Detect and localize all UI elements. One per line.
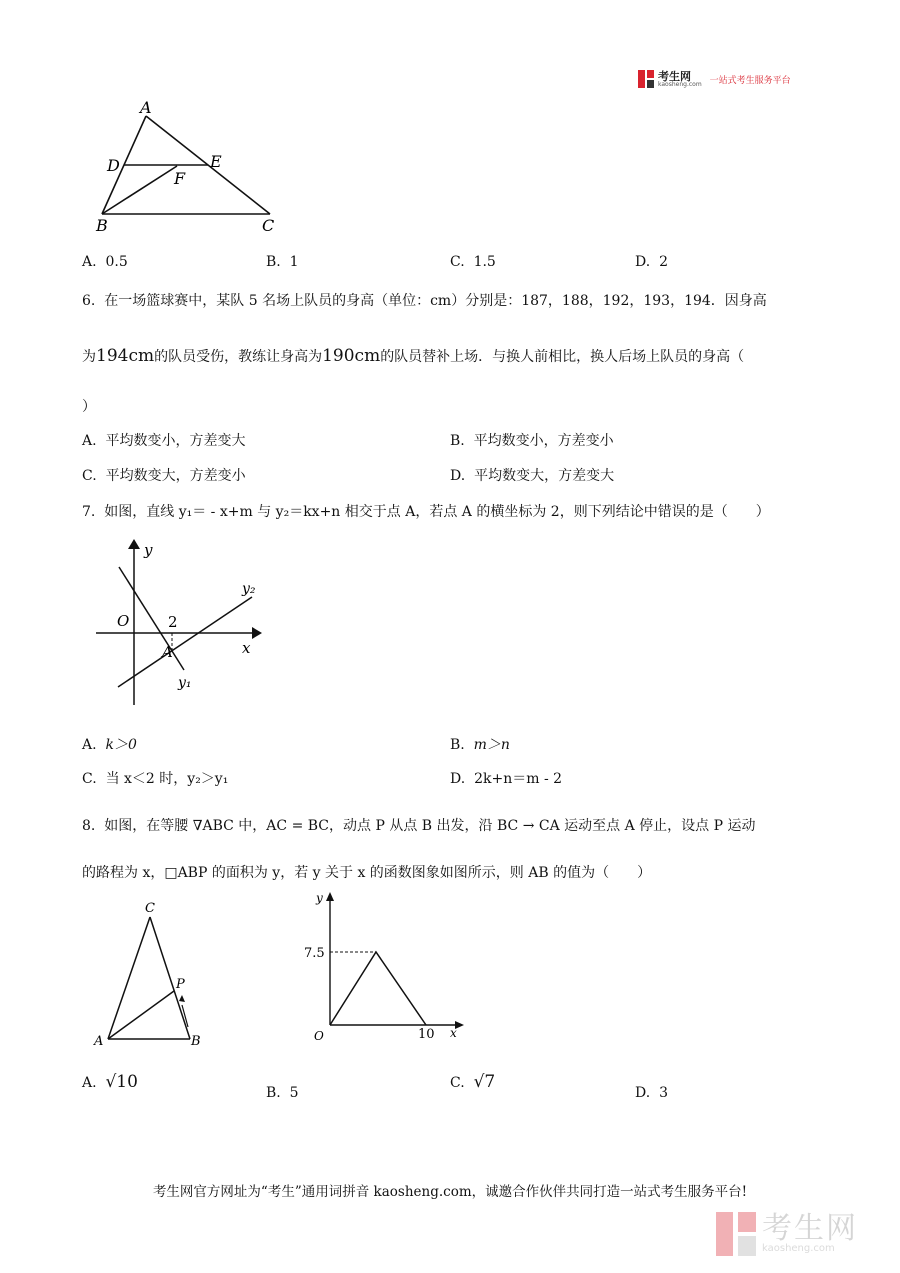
line-y2 [118, 597, 252, 687]
triangle-figure-q5 [90, 95, 280, 240]
label-b: B [191, 1034, 201, 1049]
graph-origin-label: O [314, 1029, 324, 1043]
watermark-logo-icon [716, 1212, 756, 1256]
axis-label-x: x [242, 639, 251, 657]
axis-label-y: y [144, 541, 153, 559]
graph-tick-10: 10 [418, 1027, 435, 1042]
q7-option-a[interactable]: A. k＞0 [82, 737, 137, 753]
graph-y-label: y [316, 891, 323, 905]
label-y1: y₁ [178, 675, 192, 691]
q5-option-a[interactable]: A. 0.5 [82, 254, 128, 270]
q8-function-graph [298, 885, 468, 1050]
watermark [716, 1212, 858, 1256]
origin-label: O [117, 612, 130, 630]
q6-option-c[interactable]: C. 平均数变大，方差变小 [82, 468, 246, 484]
q6-option-d[interactable]: D. 平均数变大，方差变大 [450, 468, 615, 484]
q8-stem-line1: 8. 如图，在等腰 ∇ABC 中，AC = BC，动点 P 从点 B 出发，沿 BC → CA 运动至点 A 停止，设点 P 运动 [82, 818, 756, 834]
tick-2: 2 [168, 613, 178, 631]
q6-option-a[interactable]: A. 平均数变小，方差变大 [82, 433, 246, 449]
logo-slogan: 一站式考生服务平台 [709, 75, 791, 86]
point-a-label: A [162, 643, 173, 661]
q8-number: 8. [82, 818, 96, 834]
x-axis-arrow-icon [252, 627, 262, 639]
y-axis-arrow-icon [128, 539, 140, 549]
label-a: A [94, 1034, 104, 1049]
q8-option-b[interactable]: B. 5 [266, 1085, 299, 1101]
q7-stem: 7. 如图，直线 y₁＝ - x+m 与 y₂＝kx+n 相交于点 A，若点 A 的横坐标为 2，则下列结论中错误的是（ ） [82, 504, 770, 520]
watermark-domain: kaosheng.com [762, 1243, 835, 1254]
logo-domain: kaosheng.com [658, 80, 702, 88]
label-e: E [210, 152, 222, 171]
logo-name: 考生网 [658, 69, 691, 83]
q7-number: 7. [82, 504, 96, 520]
q8-option-c[interactable]: C. √7 [450, 1072, 496, 1092]
q8-option-d[interactable]: D. 3 [635, 1085, 669, 1101]
label-c: C [262, 216, 275, 235]
q6-stem-line1: 6. 在一场篮球赛中，某队 5 名场上队员的身高（单位：cm）分别是：187，188，192，193，194．因身高 [82, 293, 767, 309]
q6-number: 6. [82, 293, 96, 309]
q6-option-b[interactable]: B. 平均数变小，方差变小 [450, 433, 614, 449]
label-f: F [174, 169, 186, 188]
q7-line-graph [92, 535, 272, 710]
footer-text: 考生网官方网址为“考生”通用词拼音 kaosheng.com，诚邀合作伙伴共同打造一站式考生服务平台! [152, 1184, 748, 1200]
graph-x-label: x [450, 1026, 457, 1040]
header-logo [638, 70, 791, 88]
q5-option-d[interactable]: D. 2 [635, 254, 669, 270]
graph-y-arrow-icon [326, 892, 334, 901]
q5-option-c[interactable]: C. 1.5 [450, 254, 496, 270]
label-b: B [96, 216, 108, 235]
graph-peak-label: 7.5 [304, 946, 325, 961]
direction-arrow-icon [179, 995, 185, 1002]
q8-stem-line2: 的路程为 x，□ABP 的面积为 y，若 y 关于 x 的函数图象如图所示，则 AB 的值为（ ） [82, 865, 652, 881]
q5-option-b[interactable]: B. 1 [266, 254, 299, 270]
q6-stem-line3: ） [82, 399, 96, 415]
q7-option-d[interactable]: D. 2k+n＝m - 2 [450, 771, 563, 787]
q6-stem-line2: 为194cm的队员受伤，教练让身高为190cm的队员替补上场．与换人前相比，换人后场上队员的身高（ [82, 346, 745, 366]
q8-triangle-figure [90, 895, 220, 1055]
label-y2: y₂ [242, 581, 256, 597]
label-c: C [145, 901, 155, 916]
q8-option-a[interactable]: A. √10 [82, 1072, 138, 1092]
label-p: P [176, 977, 185, 992]
watermark-name: 考生网 [762, 1211, 858, 1246]
logo-icon [638, 70, 654, 88]
label-a: A [140, 98, 152, 117]
q7-option-c[interactable]: C. 当 x＜2 时，y₂＞y₁ [82, 771, 229, 787]
label-d: D [107, 156, 120, 175]
q7-option-b[interactable]: B. m＞n [450, 737, 510, 753]
